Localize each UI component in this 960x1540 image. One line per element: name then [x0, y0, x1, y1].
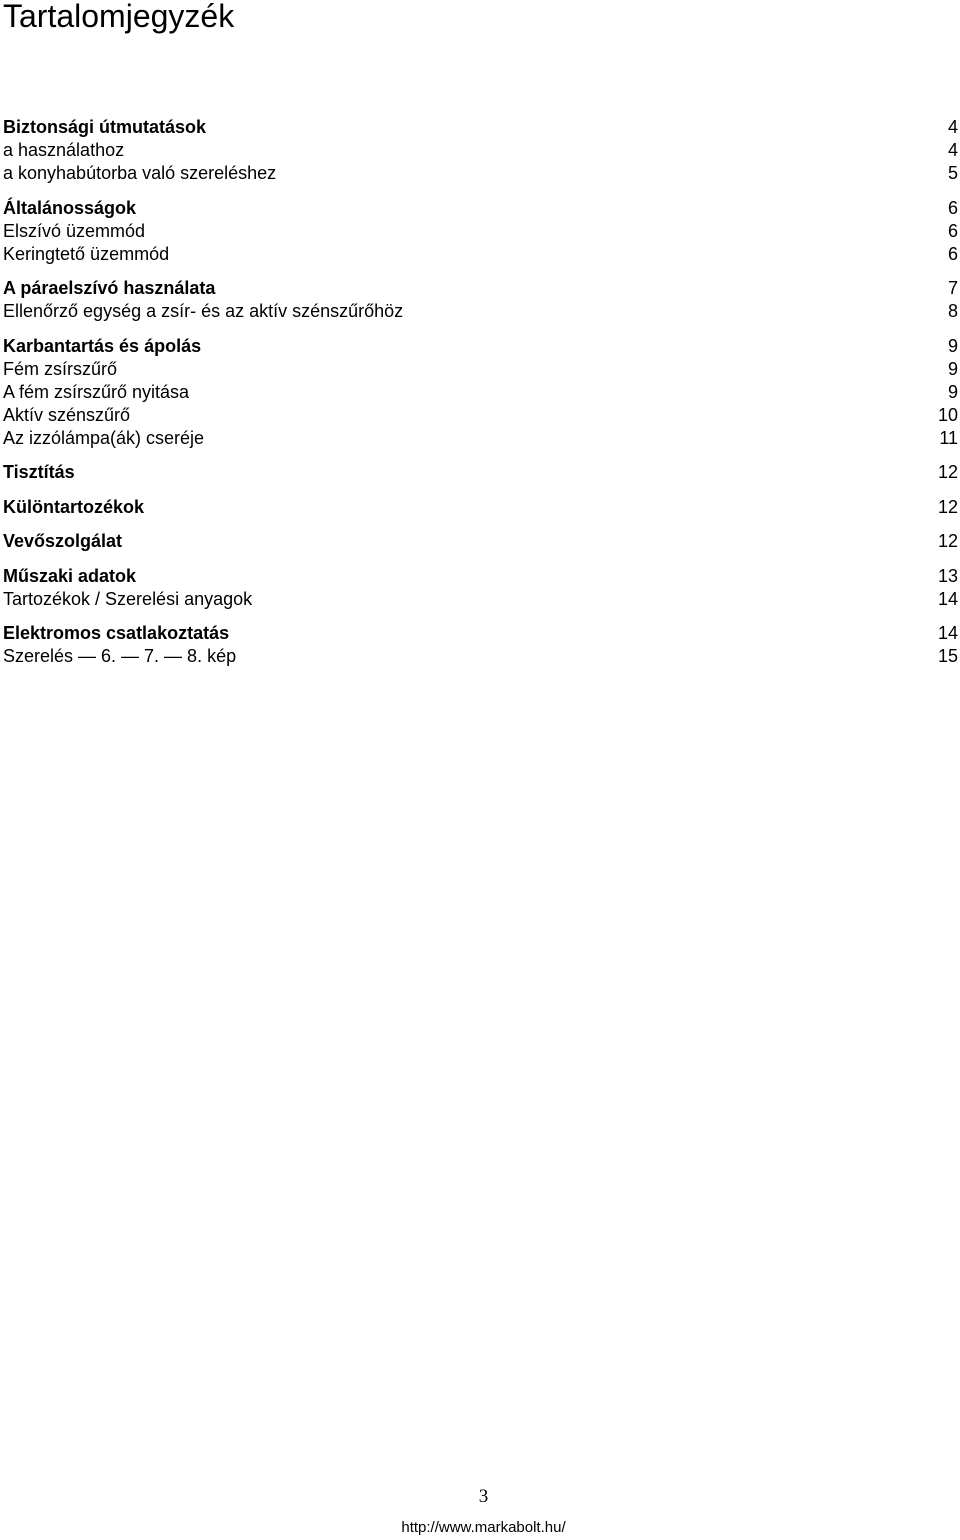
toc-entry-page: 6 [947, 220, 958, 241]
toc-section-heading [3, 335, 958, 358]
toc-entry-page: 14 [937, 588, 958, 609]
toc-group [3, 496, 958, 519]
toc-entry [3, 381, 958, 404]
toc-entry-label: Fém zsírszűrő [3, 358, 118, 379]
toc-section-heading [3, 565, 958, 588]
toc-entry-page: 5 [947, 163, 958, 183]
toc-entry-label: Az izzólámpa(ák) cseréje [3, 427, 205, 448]
toc-entry-label: Biztonsági útmutatások [3, 117, 207, 137]
footer-url: http://www.markabolt.hu/ [401, 1519, 566, 1536]
toc-section-heading [3, 197, 958, 220]
page-number: 3 [478, 1486, 489, 1507]
toc-entry-label: A páraelszívó használata [3, 278, 216, 298]
toc-group [3, 622, 958, 668]
toc-entry-label: Keringtető üzemmód [3, 243, 170, 264]
toc-entry-page: 7 [947, 278, 958, 298]
toc-group [3, 335, 958, 450]
toc-entry [3, 139, 958, 162]
toc-entry-label: Tisztítás [3, 462, 75, 482]
toc-entry-page: 15 [937, 646, 958, 666]
toc-group [3, 277, 958, 323]
toc-entry-label: Aktív szénszűrő [3, 404, 131, 425]
toc-section-heading [3, 530, 958, 553]
toc-entry-page: 9 [947, 358, 958, 379]
toc-section-heading [3, 461, 958, 484]
toc-section-heading [3, 622, 958, 645]
toc-entry-label: Műszaki adatok [3, 565, 137, 586]
toc-entry [3, 588, 958, 611]
toc-group [3, 116, 958, 185]
toc-entry-page: 12 [937, 496, 958, 517]
toc-entry-page: 6 [947, 243, 958, 264]
toc-entry-page: 12 [937, 531, 958, 551]
toc-entry-label: Általánosságok [3, 197, 137, 218]
toc-section-heading [3, 277, 958, 300]
toc-entry-label: a konyhabútorba való szereléshez [3, 163, 277, 183]
toc-entry-label: Tartozékok / Szerelési anyagok [3, 588, 253, 609]
page-title: Tartalomjegyzék [3, 0, 235, 34]
toc-entry [3, 404, 958, 427]
toc-group [3, 197, 958, 266]
toc-entry-page: 14 [937, 623, 958, 643]
toc-entry-page: 10 [937, 404, 958, 425]
toc-entry [3, 243, 958, 266]
toc-entry-page: 13 [937, 565, 958, 586]
toc-entry-label: Különtartozékok [3, 496, 145, 517]
toc-group [3, 565, 958, 611]
toc-entry-label: Vevőszolgálat [3, 531, 123, 551]
table-of-contents [3, 116, 958, 680]
toc-entry-page: 6 [947, 197, 958, 218]
toc-entry [3, 358, 958, 381]
toc-entry [3, 220, 958, 243]
toc-entry [3, 162, 958, 185]
toc-entry-label: Ellenőrző egység a zsír- és az aktív szénszűrőhöz [3, 301, 404, 321]
toc-entry-page: 8 [947, 301, 958, 321]
toc-entry-page: 4 [947, 140, 958, 160]
toc-section-heading [3, 116, 958, 139]
toc-group [3, 461, 958, 484]
toc-entry-label: Elektromos csatlakoztatás [3, 623, 230, 643]
toc-entry-page: 12 [937, 462, 958, 482]
toc-entry-page: 4 [947, 117, 958, 137]
toc-entry-page: 9 [947, 335, 958, 356]
toc-entry-label: a használathoz [3, 140, 125, 160]
toc-group [3, 530, 958, 553]
toc-entry-label: Szerelés — 6. — 7. — 8. kép [3, 646, 237, 666]
toc-entry [3, 645, 958, 668]
toc-entry-label: A fém zsírszűrő nyitása [3, 381, 190, 402]
toc-entry [3, 300, 958, 323]
toc-section-heading [3, 496, 958, 519]
toc-entry [3, 427, 958, 450]
toc-entry-page: 9 [947, 381, 958, 402]
toc-entry-label: Karbantartás és ápolás [3, 335, 202, 356]
toc-entry-page: 11 [939, 427, 958, 448]
toc-entry-label: Elszívó üzemmód [3, 220, 146, 241]
